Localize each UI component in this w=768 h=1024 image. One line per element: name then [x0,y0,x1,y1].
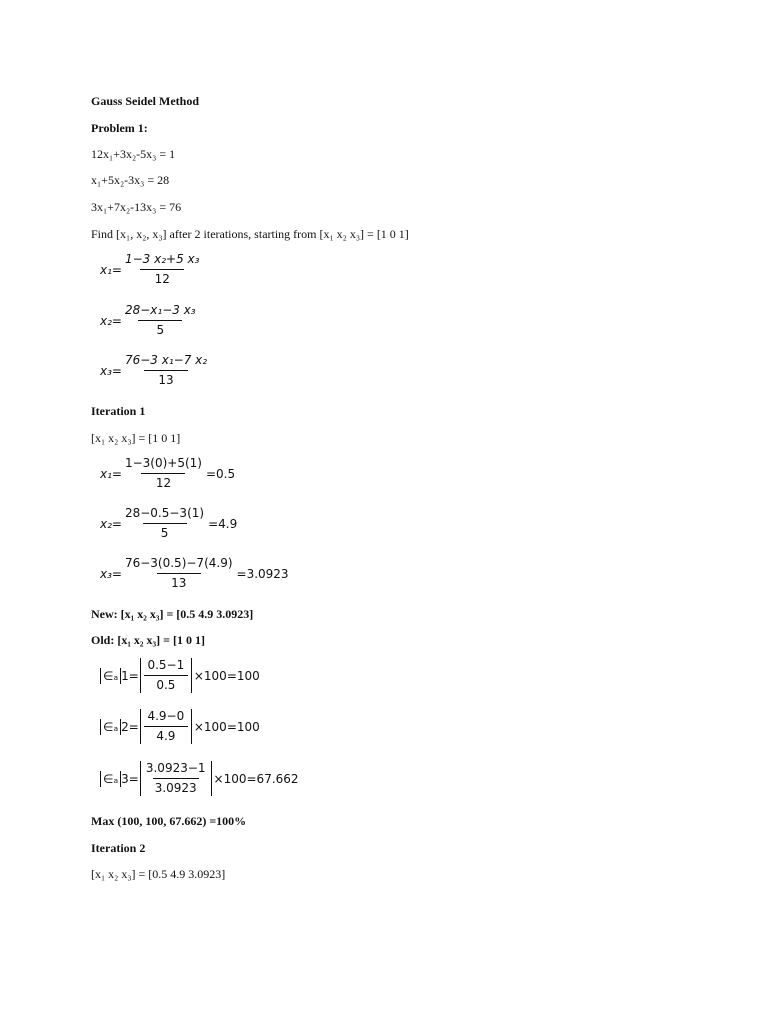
step-x3 [100,556,289,591]
error-index: 2= [121,719,139,734]
step-x2 [100,506,237,541]
fraction [144,761,208,796]
fraction-denominator: 13 [144,370,188,388]
fraction-denominator: 5 [143,523,187,541]
absolute-value [140,658,192,693]
iteration-2-start: [x₁ x₂ x₃] = [0.5 4.9 3.0923] [91,867,226,881]
fraction [123,303,198,338]
fraction [123,353,209,388]
fraction [123,456,204,491]
formula-x1 [100,252,202,287]
fraction-numerator: 1−3 x₂+5 x₃ [124,252,200,266]
step-result: =0.5 [205,466,236,481]
formula-x2 [100,303,199,338]
error-index: 1= [121,668,139,683]
fraction-denominator: 0.5 [144,675,188,693]
absolute-value [140,709,192,744]
error-result: ×100=100 [193,719,260,734]
fraction-numerator: 4.9−0 [147,709,185,723]
problem-heading: Problem 1: [91,121,148,135]
fraction-denominator: 4.9 [144,726,188,744]
error-result: ×100=67.662 [213,771,299,786]
equation-2: x₁+5x₂-3x₃ = 28 [91,173,170,187]
fraction [144,709,188,744]
error-label: ∈ₐ [100,668,121,684]
step-lhs: x₃= [100,566,122,581]
step-x1 [100,456,235,491]
fraction [123,506,206,541]
step-result: =4.9 [208,516,238,531]
equation-1: 12x₁+3x₂-5x₃ = 1 [91,147,176,161]
error-index: 3= [121,771,139,786]
equation-3: 3x₁+7x₂-13x₃ = 76 [91,200,182,214]
error-result: ×100=100 [193,668,260,683]
error-1 [100,658,260,693]
fraction-numerator: 28−0.5−3(1) [124,506,205,520]
max-error: Max (100, 100, 67.662) =100% [91,814,247,828]
fraction-numerator: 76−3 x₁−7 x₂ [124,353,208,367]
task-statement: Find [x₁, x₂, x₃] after 2 iterations, starting from [x₁ x₂ x₃] = [1 0 1] [91,227,409,241]
fraction-numerator: 3.0923−1 [145,761,206,775]
formula-lhs: x₂= [100,313,122,328]
fraction-numerator: 76−3(0.5)−7(4.9) [124,556,233,570]
new-values: New: [x₁ x₂ x₃] = [0.5 4.9 3.0923] [91,607,254,621]
formula-x3 [100,353,210,388]
fraction-denominator: 12 [140,269,184,287]
step-lhs: x₂= [100,516,122,531]
document-title: Gauss Seidel Method [91,94,200,108]
iteration-1-start: [x₁ x₂ x₃] = [1 0 1] [91,431,181,445]
absolute-value [140,761,212,796]
fraction [123,252,201,287]
fraction-denominator: 5 [138,320,182,338]
error-label: ∈ₐ [100,719,121,735]
fraction-denominator: 12 [141,473,185,491]
fraction-numerator: 0.5−1 [147,658,185,672]
fraction-numerator: 28−x₁−3 x₃ [124,303,196,317]
error-label: ∈ₐ [100,771,121,787]
error-2 [100,709,260,744]
formula-lhs: x₃= [100,363,122,378]
error-3 [100,761,299,796]
fraction [144,658,188,693]
iteration-2-heading: Iteration 2 [91,841,146,855]
fraction-numerator: 1−3(0)+5(1) [124,456,202,470]
iteration-1-heading: Iteration 1 [91,404,146,418]
formula-lhs: x₁= [100,262,122,277]
old-values: Old: [x₁ x₂ x₃] = [1 0 1] [91,633,205,647]
fraction-denominator: 3.0923 [153,778,199,796]
step-lhs: x₁= [100,466,122,481]
fraction-denominator: 13 [157,573,201,591]
fraction [123,556,235,591]
step-result: =3.0923 [236,566,289,581]
